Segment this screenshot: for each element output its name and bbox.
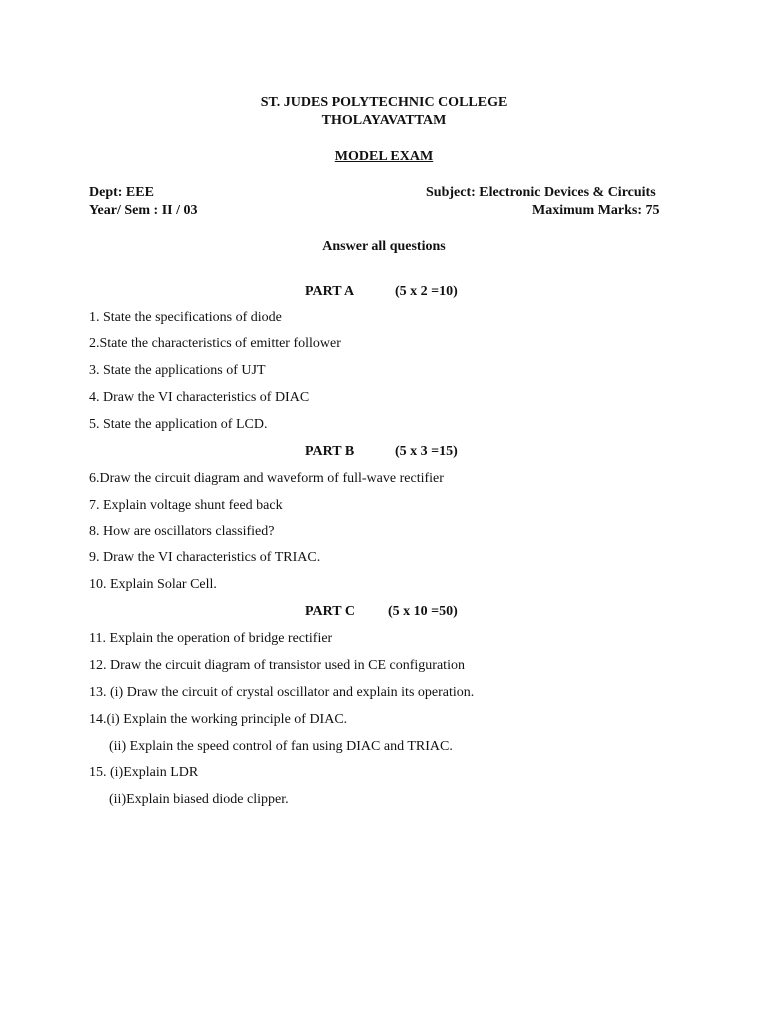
question-2: 2.State the characteristics of emitter follower: [89, 336, 341, 351]
instruction: Answer all questions: [322, 239, 446, 254]
question-12: 12. Draw the circuit diagram of transistor used in CE configuration: [89, 658, 465, 673]
question-14-i: 14.(i) Explain the working principle of DIAC.: [89, 712, 348, 727]
question-10: 10. Explain Solar Cell.: [89, 577, 217, 592]
dept-label: Dept: EEE: [89, 185, 154, 200]
question-4: 4. Draw the VI characteristics of DIAC: [89, 390, 310, 405]
part-c-title: PART C: [305, 604, 355, 619]
part-b-title: PART B: [305, 444, 355, 459]
question-11: 11. Explain the operation of bridge rectifier: [89, 631, 333, 646]
question-15-ii: (ii)Explain biased diode clipper.: [109, 792, 289, 807]
question-1: 1. State the specifications of diode: [89, 310, 282, 325]
question-6: 6.Draw the circuit diagram and waveform of full-wave rectifier: [89, 471, 444, 486]
exam-title: MODEL EXAM: [334, 149, 434, 164]
year-sem-label: Year/ Sem : II / 03: [89, 203, 198, 218]
question-3: 3. State the applications of UJT: [89, 363, 266, 378]
question-9: 9. Draw the VI characteristics of TRIAC.: [89, 550, 321, 565]
question-15-i: 15. (i)Explain LDR: [89, 765, 199, 780]
max-marks-label: Maximum Marks: 75: [532, 203, 660, 218]
question-14-ii: (ii) Explain the speed control of fan using DIAC and TRIAC.: [109, 739, 453, 754]
question-5: 5. State the application of LCD.: [89, 417, 268, 432]
subject-label: Subject: Electronic Devices & Circuits: [426, 185, 656, 200]
question-13: 13. (i) Draw the circuit of crystal oscillator and explain its operation.: [89, 685, 475, 700]
question-7: 7. Explain voltage shunt feed back: [89, 498, 283, 513]
part-b-marks: (5 x 3 =15): [395, 444, 458, 459]
college-name: ST. JUDES POLYTECHNIC COLLEGE: [260, 95, 508, 110]
question-8: 8. How are oscillators classified?: [89, 524, 275, 539]
part-a-title: PART A: [305, 284, 355, 299]
college-place: THOLAYAVATTAM: [321, 113, 447, 128]
part-c-marks: (5 x 10 =50): [388, 604, 458, 619]
part-a-marks: (5 x 2 =10): [395, 284, 458, 299]
